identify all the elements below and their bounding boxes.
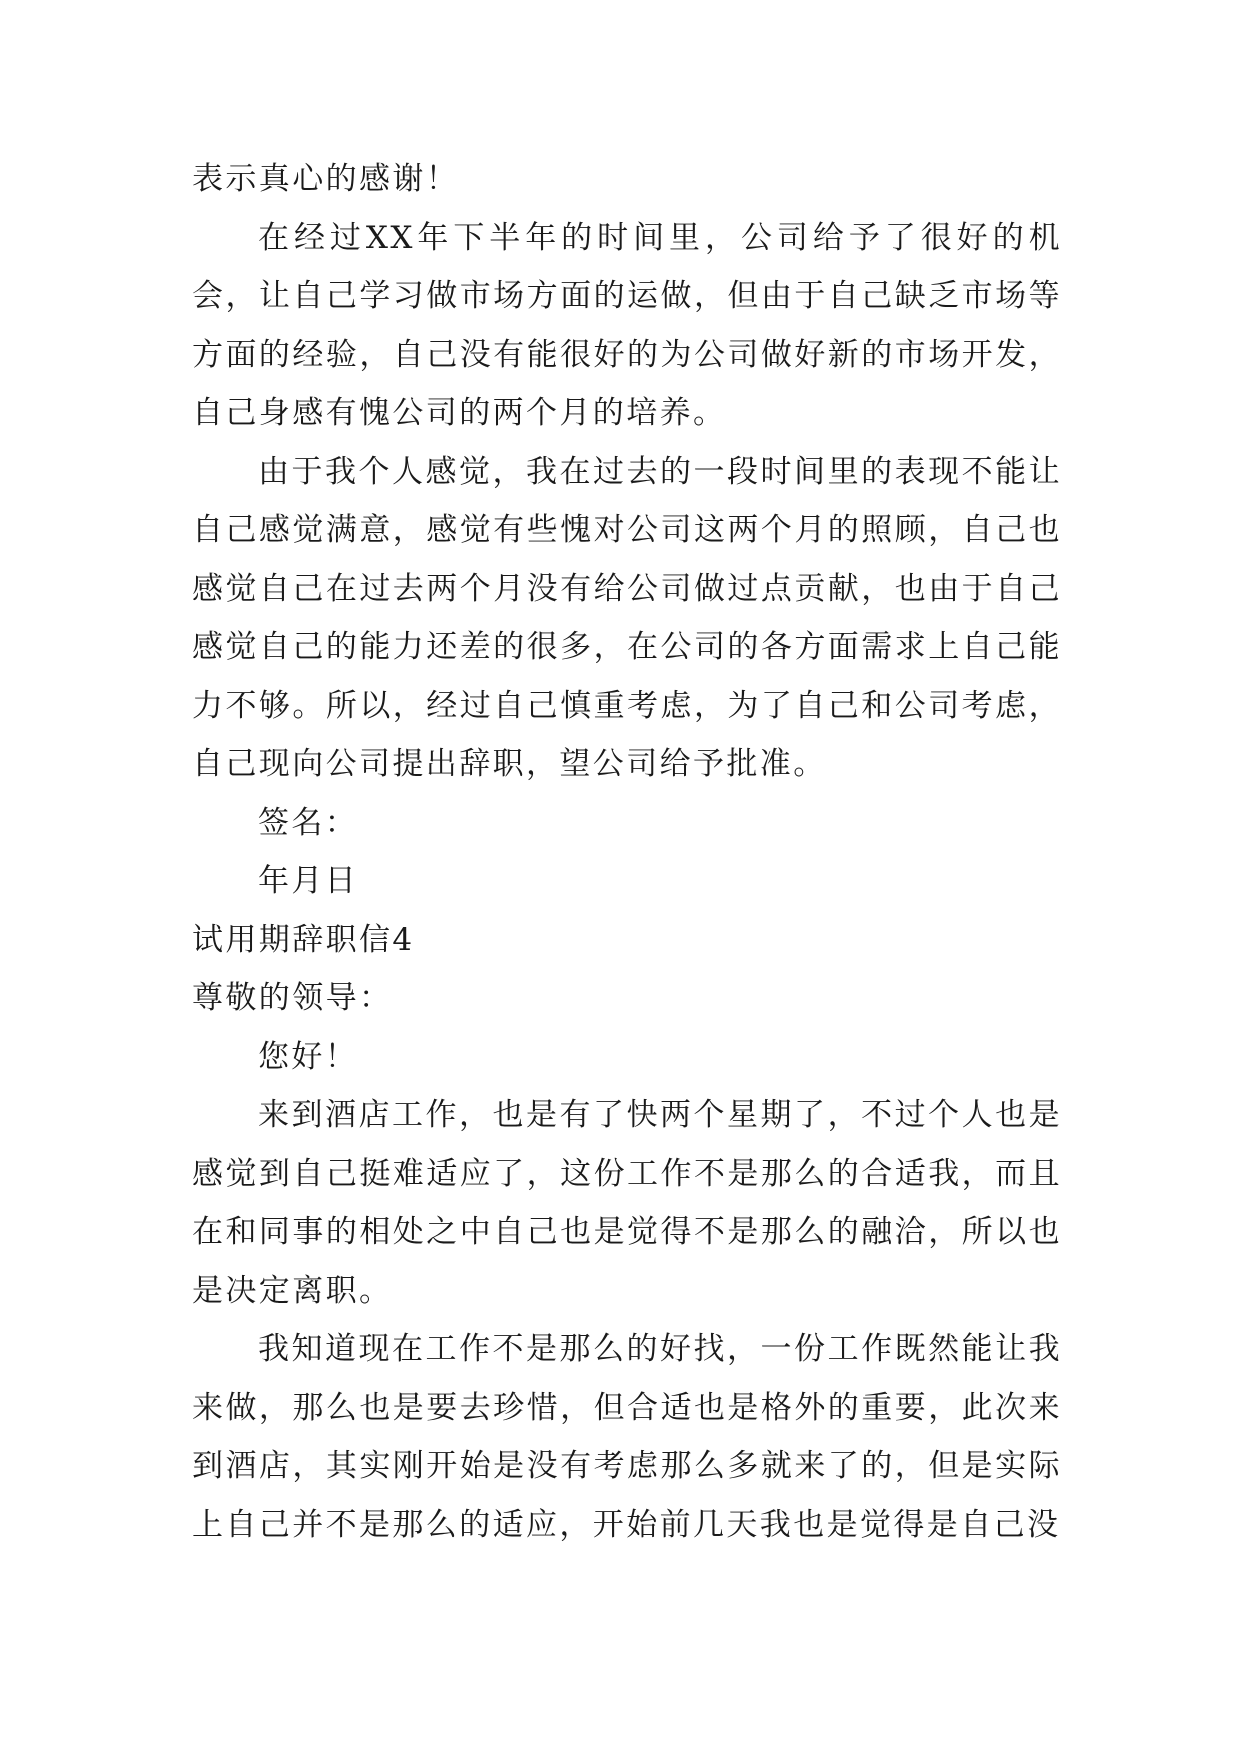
paragraph-hotel-work: 来到酒店工作，也是有了快两个星期了，不过个人也是感觉到自己挺难适应了，这份工作不是那么的合适我，而且在和同事的相处之中自己也是觉得不是那么的融洽，所以也是决定离职。 (192, 1097, 1062, 1309)
paragraph-job-reflection: 我知道现在工作不是那么的好找，一份工作既然能让我来做，那么也是要去珍惜，但合适也是格外的重要，此次来到酒店，其实刚开始是没有考虑那么多就来了的，但是实际上自己并不是那么的适应，开始前几天我也是觉得是自己没 (192, 1331, 1062, 1543)
date-line: 年月日 (258, 863, 359, 899)
document-body (192, 150, 1062, 1554)
letter-heading: 试用期辞职信4 (192, 921, 415, 958)
signature-line: 签名： (258, 804, 359, 841)
paragraph-opportunity: 在经过XX年下半年的时间里，公司给予了很好的机会，让自己学习做市场方面的运做，但由于自己缺乏市场等方面的经验，自己没有能很好的为公司做好新的市场开发，自己身感有愧公司的两个月的培养。 (192, 219, 1062, 431)
paragraph-closing-thanks: 表示真心的感谢！ (192, 161, 460, 197)
paragraph-resignation-reason: 由于我个人感觉，我在过去的一段时间里的表现不能让自己感觉满意，感觉有些愧对公司这两个月的照顾，自己也感觉自己在过去两个月没有给公司做过点贡献，也由于自己感觉自己的能力还差的很多，在公司的各方面需求上自己能力不够。所以，经过自己慎重考虑，为了自己和公司考虑，自己现向公司提出辞职，望公司给予批准。 (192, 453, 1062, 782)
greeting: 您好！ (258, 1038, 359, 1075)
salutation: 尊敬的领导： (192, 980, 393, 1016)
